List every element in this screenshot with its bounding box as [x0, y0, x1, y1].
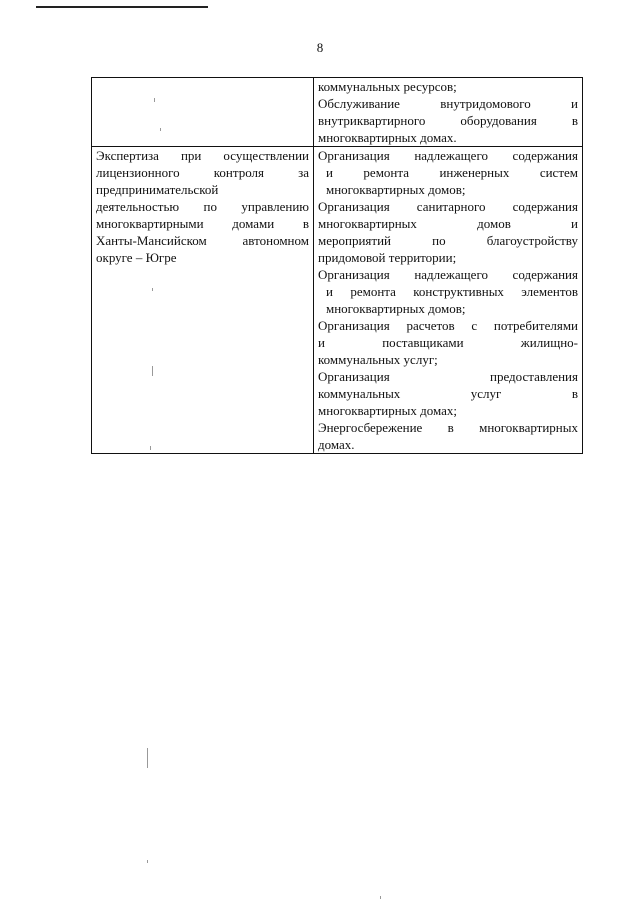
text-line: лицензионного контроля за	[96, 165, 309, 180]
text-line: многоквартирных домах.	[318, 130, 457, 145]
text-line: деятельностью по управлению	[96, 199, 309, 214]
text-line: и ремонта инженерных систем	[326, 165, 578, 180]
text-line: Обслуживание внутридомового и	[318, 96, 578, 111]
text-line: Энергосбережение в многоквартирных	[318, 420, 578, 435]
text-line: Организация надлежащего содержания	[318, 267, 578, 282]
page-number: 8	[316, 40, 324, 55]
text-line: Организация расчетов с потребителями	[318, 318, 578, 333]
text-line: Организация предоставления	[318, 369, 578, 384]
text-line: внутриквартирного оборудования в	[318, 113, 578, 128]
text-line: коммунальных услуг в	[318, 386, 578, 401]
text-line: коммунальных ресурсов;	[318, 79, 457, 94]
scan-speck	[150, 446, 151, 450]
table-row	[92, 147, 583, 454]
table-cell-empty	[92, 78, 314, 147]
text-line: домах.	[318, 437, 355, 452]
scan-speck	[154, 98, 155, 102]
text-line: Организация надлежащего содержания	[318, 148, 578, 163]
text-line: многоквартирных домов;	[326, 182, 466, 197]
scan-speck	[147, 860, 148, 863]
table-cell-services	[314, 147, 583, 454]
table-cell-services-continued	[314, 78, 583, 147]
text-line: Экспертиза при осуществлении	[96, 148, 309, 163]
table-cell-expertise	[92, 147, 314, 454]
text-line: мероприятий по благоустройству	[318, 233, 578, 248]
scan-speck	[160, 128, 161, 131]
text-line: коммунальных услуг;	[318, 352, 438, 367]
text-line: многоквартирных домов;	[326, 301, 466, 316]
text-line: Ханты-Мансийском автономном	[96, 233, 309, 248]
text-line: Организация санитарного содержания	[318, 199, 578, 214]
text-line: многоквартирных домах;	[318, 403, 458, 418]
text-line: многоквартирными домами в	[96, 216, 309, 231]
table-row	[92, 78, 583, 147]
text-line: многоквартирных домов и	[318, 216, 578, 231]
scan-speck	[152, 366, 153, 376]
text-line: предпринимательской	[96, 182, 219, 197]
text-line: и поставщиками жилищно-	[318, 335, 578, 350]
scan-speck	[147, 748, 148, 768]
text-line: округе – Югре	[96, 250, 177, 265]
scan-edge-line	[36, 6, 208, 8]
text-line: и ремонта конструктивных элементов	[326, 284, 578, 299]
text-line: придомовой территории;	[318, 250, 457, 265]
scan-speck	[152, 288, 153, 291]
services-table	[91, 77, 583, 454]
scan-speck	[380, 896, 381, 899]
